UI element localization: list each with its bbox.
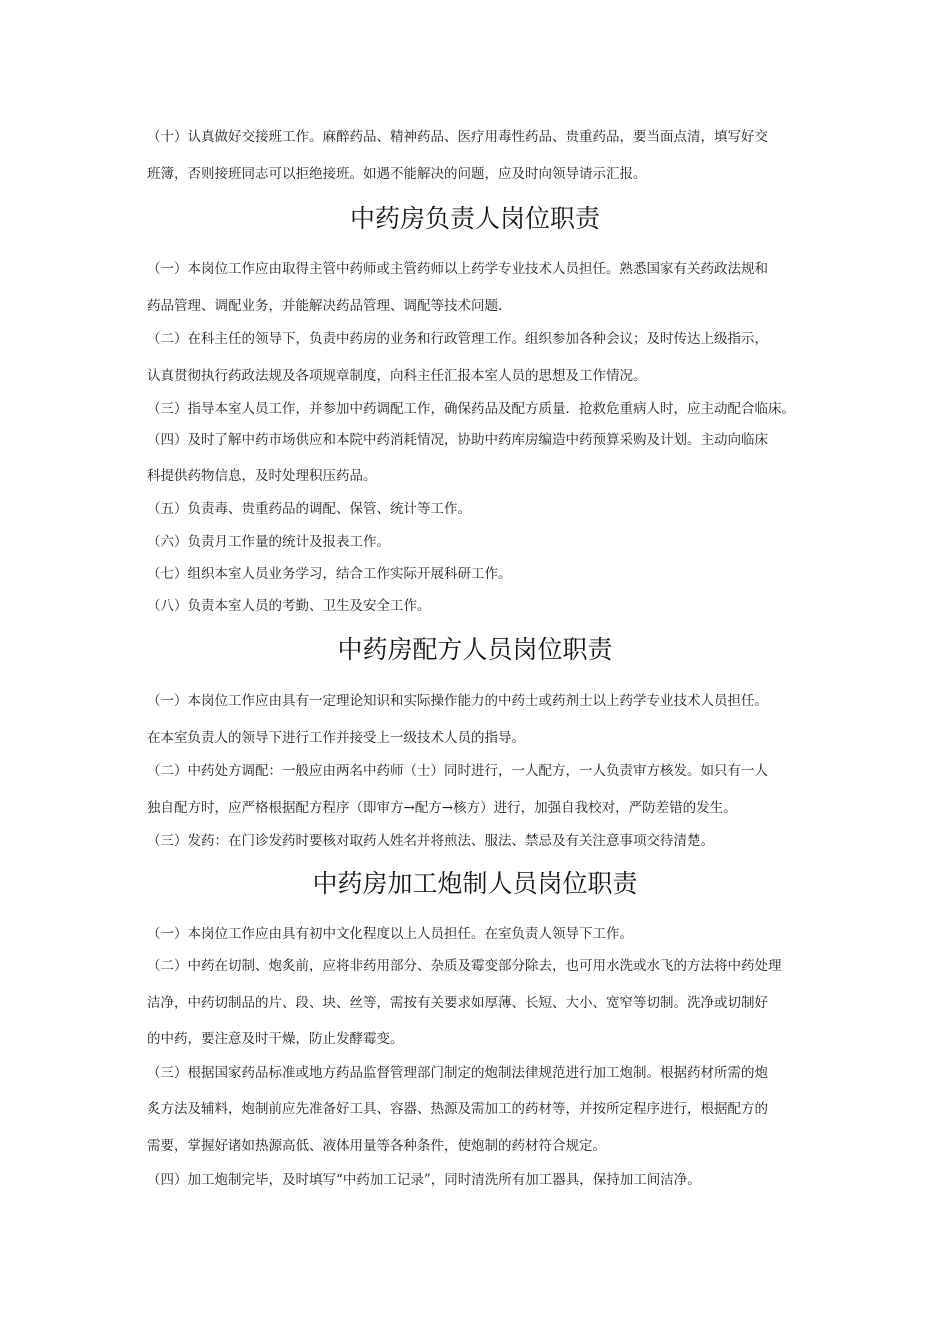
- paragraph-line: （四）及时了解中药市场供应和本院中药消耗情况，协助中药库房编造中药预算采购及计划。主动向临床: [147, 432, 768, 448]
- paragraph-line: （八）负责本室人员的考勤、卫生及安全工作。: [147, 598, 431, 614]
- paragraph-line: 洁净，中药切制品的片、段、块、丝等，需按有关要求如厚薄、长短、大小、宽窄等切制。洗净或切制好: [147, 995, 768, 1011]
- paragraph-line: （三）指导本室人员工作，并参加中药调配工作，确保药品及配方质量．抢救危重病人时，应主动配合临床。: [147, 401, 795, 417]
- paragraph-line: 需要，掌握好诸如热源高低、液体用量等各种条件，使炮制的药材符合规定。: [147, 1138, 606, 1154]
- paragraph-line: （七）组织本室人员业务学习，结合工作实际开展科研工作。: [147, 566, 512, 582]
- paragraph-line: 科提供药物信息，及时处理积压药品。: [147, 468, 377, 484]
- section-heading: 中药房加工炮制人员岗位职责: [312, 869, 638, 898]
- paragraph-line: （一）本岗位工作应由具有初中文化程度以上人员担任。在室负责人领导下工作。: [147, 926, 633, 942]
- paragraph-line: （六）负责月工作量的统计及报表工作。: [147, 534, 390, 550]
- paragraph-line: （四）加工炮制完毕，及时填写“中药加工记录”，同时清洗所有加工器具，保持加工间洁净。: [147, 1172, 701, 1188]
- section-heading: 中药房配方人员岗位职责: [337, 635, 613, 664]
- paragraph-line: 独自配方时，应严格根据配方程序（即审方→配方→核方）进行，加强自我校对，严防差错的发生。: [147, 800, 737, 816]
- paragraph-line: （三）根据国家药品标准或地方药品监督管理部门制定的炮制法律规范进行加工炮制。根据药材所需的炮: [147, 1065, 768, 1081]
- paragraph-line: 的中药，要注意及时干燥，防止发酵霉变。: [147, 1031, 404, 1047]
- paragraph-line: （二）中药在切制、炮炙前，应将非药用部分、杂质及霉变部分除去，也可用水洗或水飞的方法将中药处理: [147, 958, 782, 974]
- paragraph-line: 在本室负责人的领导下进行工作并接受上一级技术人员的指导。: [147, 730, 525, 746]
- paragraph-line: 班簿，否则接班同志可以拒绝接班。如遇不能解决的问题，应及时向领导请示汇报。: [147, 166, 647, 182]
- paragraph-line: 认真贯彻执行药政法规及各项规章制度，向科主任汇报本室人员的思想及工作情况。: [147, 368, 647, 384]
- paragraph-line: （二）中药处方调配：一般应由两名中药师（士）同时进行，一人配方，一人负责审方核发。如只有一人: [147, 763, 768, 779]
- paragraph-line: （三）发药：在门诊发药时要核对取药人姓名并将煎法、服法、禁忌及有关注意事项交待清楚。: [147, 833, 714, 849]
- paragraph-line: （一）本岗位工作应由取得主管中药师或主管药师以上药学专业技术人员担任。熟悉国家有关药政法规和: [147, 261, 768, 277]
- paragraph-line: （五）负责毒、贵重药品的调配、保管、统计等工作。: [147, 501, 471, 517]
- paragraph-line: 炙方法及辅料，炮制前应先准备好工具、容器、热源及需加工的药材等，并按所定程序进行，根据配方的: [147, 1101, 768, 1117]
- paragraph-line: （一）本岗位工作应由具有一定理论知识和实际操作能力的中药士或药剂士以上药学专业技术人员担任。: [147, 693, 768, 709]
- paragraph-line: （二）在科主任的领导下，负责中药房的业务和行政管理工作。组织参加各种会议；及时传达上级指示，: [147, 331, 768, 347]
- paragraph-line: （十）认真做好交接班工作。麻醉药品、精神药品、医疗用毒性药品、贵重药品，要当面点清，填写好交: [147, 129, 768, 145]
- section-heading: 中药房负责人岗位职责: [349, 204, 600, 233]
- paragraph-line: 药品管理、调配业务，并能解决药品管理、调配等技术问题.: [147, 298, 503, 314]
